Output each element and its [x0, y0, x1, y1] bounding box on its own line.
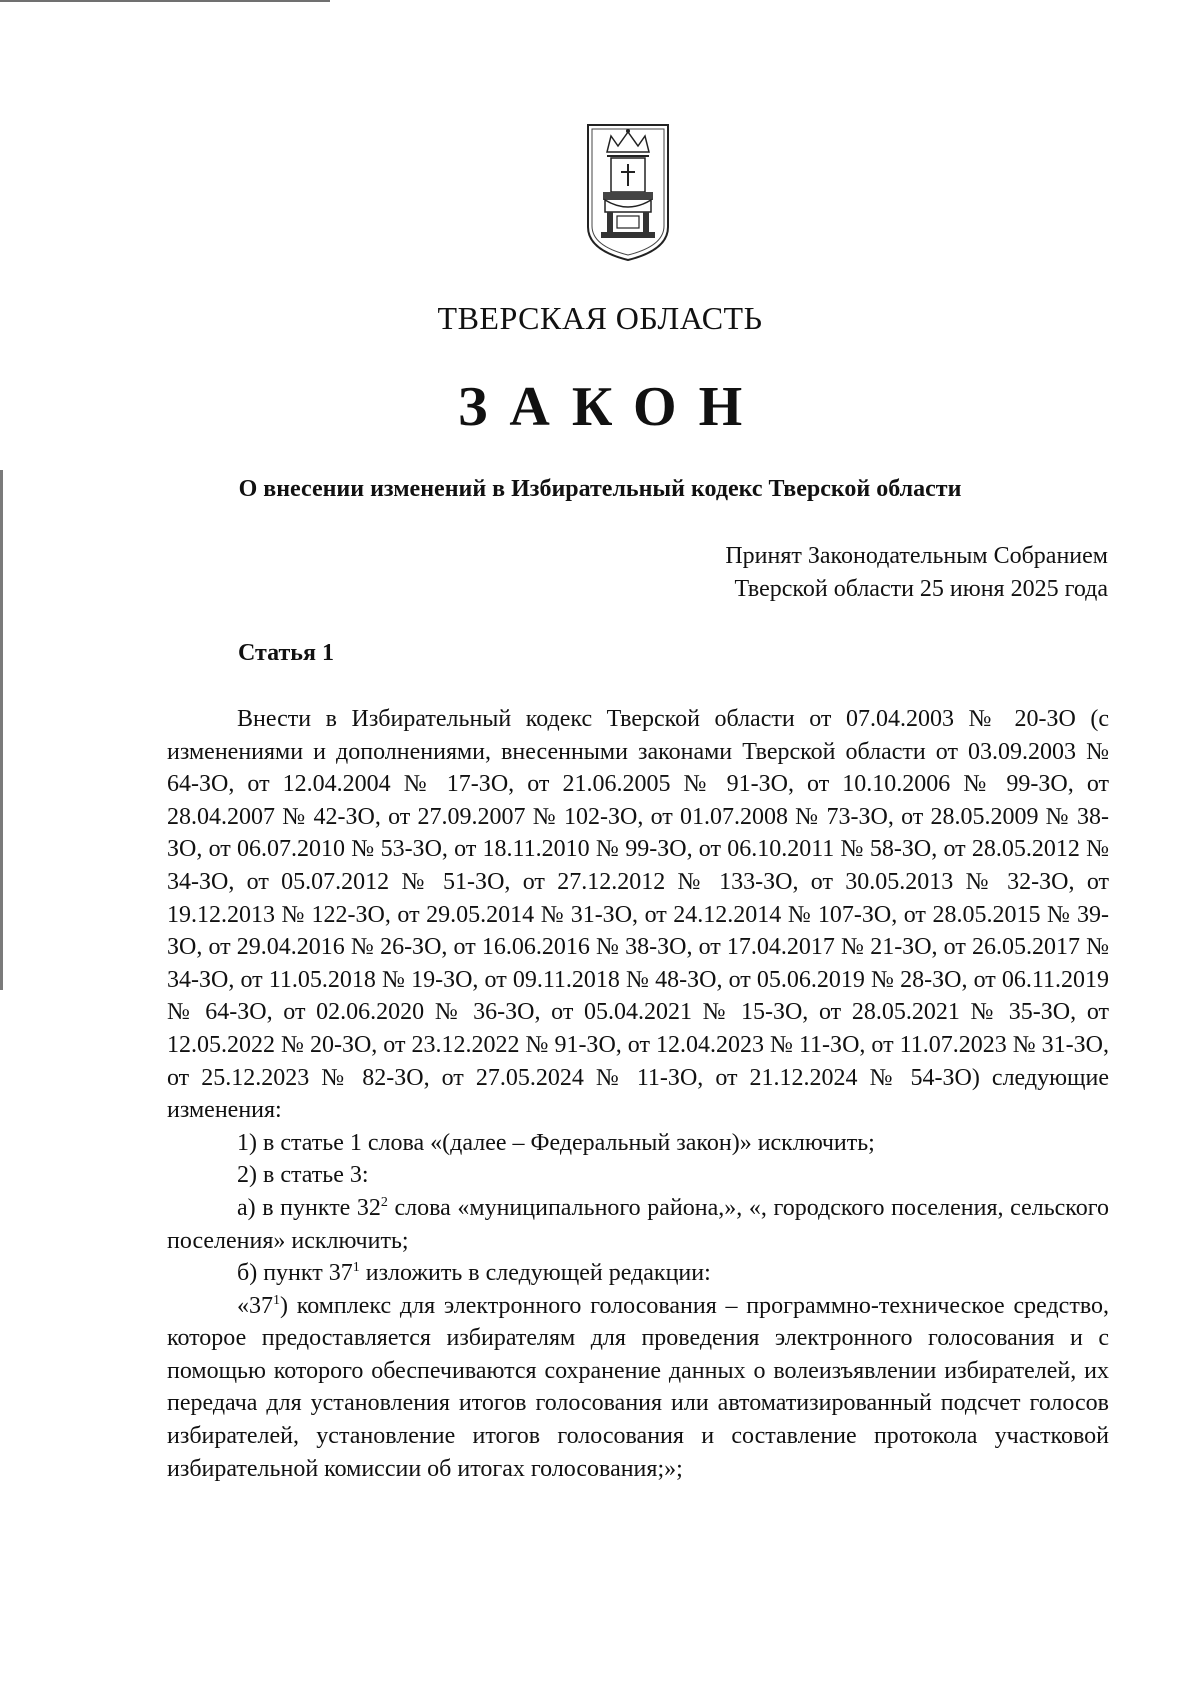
item-2a-text-end: слова «муниципального района,», «, городского поселения, сельского поселения» исключить;	[167, 1194, 1109, 1254]
adoption-line-2: Тверской области 25 июня 2025 года	[734, 576, 1108, 602]
article-heading: Статья 1	[238, 640, 334, 666]
article-intro-paragraph: Внести в Избирательный кодекс Тверской области от 07.04.2003 № 20-ЗО (с изменениями и дополнениями, внесенными законами Тверской области от 03.09.2003 № 64-ЗО, от 12.04.2004 № 17-ЗО, от 21.06.2005 № 91-ЗО, от 10.10.2006 № 99-ЗО, от 28.04.2007 № 42-ЗО, от 27.09.2007 № 102-ЗО, от 01.07.2008 № 73-ЗО, от 28.05.2009 № 38-ЗО, от 06.07.2010 № 53-ЗО, от 18.11.2010 № 99-ЗО, от 06.10.2011 № 58-ЗО, от 28.05.2012 № 34-ЗО, от 05.07.2012 № 51-ЗО, от 27.12.2012 № 133-ЗО, от 30.05.2013 № 32-ЗО, от 19.12.2013 № 122-ЗО, от 29.05.2014 № 31-ЗО, от 24.12.2014 № 107-ЗО, от 28.05.2015 № 39-ЗО, от 29.04.2016 № 26-ЗО, от 16.06.2016 № 38-ЗО, от 17.04.2017 № 21-ЗО, от 26.05.2017 № 34-ЗО, от 11.05.2018 № 19-ЗО, от 09.11.2018 № 48-ЗО, от 05.06.2019 № 28-ЗО, от 06.11.2019 № 64-ЗО, от 02.06.2020 № 36-ЗО, от 05.04.2021 № 15-ЗО, от 28.05.2021 № 35-ЗО, от 12.05.2022 № 20-ЗО, от 23.12.2022 № 91-ЗО, от 12.04.2023 № 11-ЗО, от 11.07.2023 № 31-ЗО, от 25.12.2023 № 82-ЗО, от 27.05.2024 № 11-ЗО, от 21.12.2024 № 54-ЗО) следующие изменения:	[167, 706, 1109, 1124]
law-subject-title: О внесении изменений в Избирательный кодекс Тверской области	[238, 476, 962, 502]
amendment-item-2: 2) в статье 3:	[237, 1162, 369, 1189]
adoption-note	[725, 540, 1108, 606]
item-2b-superscript: 1	[352, 1260, 360, 1276]
amendment-item-1: 1) в статье 1 слова «(далее – Федеральный закон)» исключить;	[237, 1129, 875, 1156]
item-2b-text-start: б) пункт 37	[237, 1260, 353, 1287]
region-name: ТВЕРСКАЯ ОБЛАСТЬ	[437, 300, 763, 336]
quoted-definition-paragraph	[167, 1290, 1109, 1486]
document-type-title: ЗАКОН	[457, 376, 765, 438]
item-2b-text-end: изложить в следующей редакции:	[359, 1260, 711, 1287]
amendment-item-2a	[167, 1192, 1109, 1257]
item-2a-text-start: а) в пункте 32	[237, 1194, 381, 1221]
quote-text-start: «37	[237, 1292, 273, 1319]
amendment-item-2b	[167, 1257, 1109, 1290]
item-2a-superscript: 2	[380, 1194, 388, 1210]
coat-of-arms-emblem-icon	[585, 122, 671, 262]
scan-edge-top	[0, 0, 330, 2]
quote-superscript: 1	[273, 1292, 280, 1308]
scan-edge-left	[0, 470, 3, 990]
quote-text-end: ) комплекс для электронного голосования – программно-техническое средство, которое предоставляется избирателям для проведения электронного голосования и с помощью которого обеспечиваются сохранение данных о волеизъявлении избирателей, их передача для установления итогов голосования или автоматизированный подсчет голосов избирателей, установление итогов голосования и составление протокола участковой избирательной комиссии об итогах голосования;»;	[167, 1292, 1109, 1482]
article-body	[167, 703, 1109, 1485]
adoption-line-1: Принят Законодательным Собранием	[725, 543, 1108, 569]
